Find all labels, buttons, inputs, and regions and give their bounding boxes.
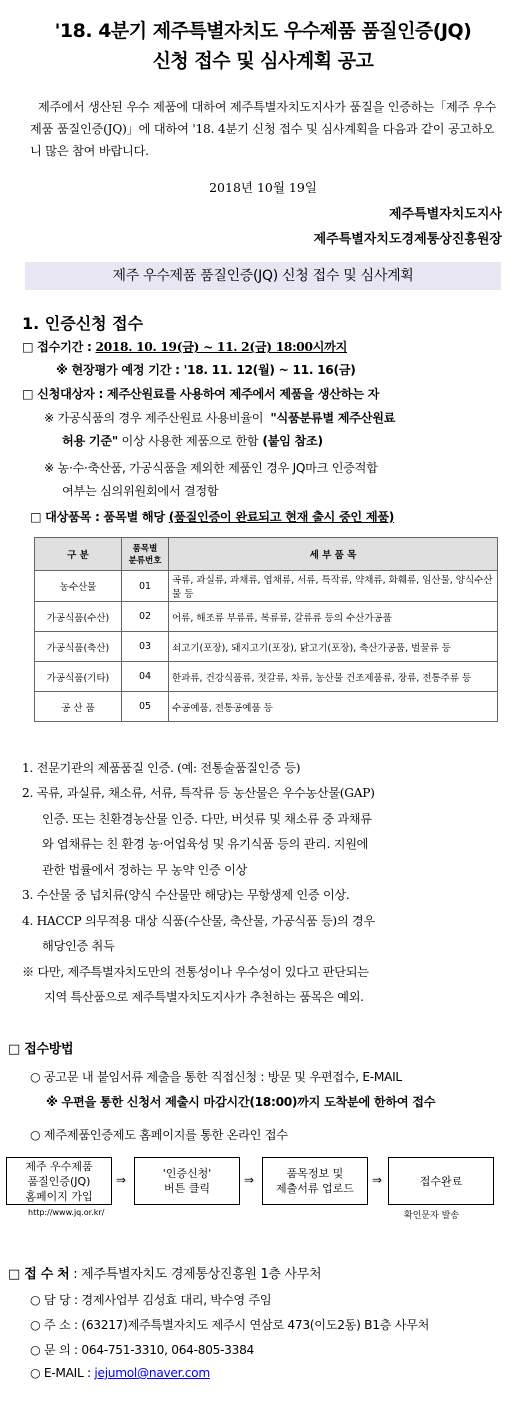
note1-a: ※ 가공식품의 경우 제주산원료 사용비율이 xyxy=(44,411,264,425)
flow-step-upload: 품목정보 및 제출서류 업로드 xyxy=(262,1157,368,1205)
contact-phone: ○ 문 의 : 064-751-3310, 064-805-3384 xyxy=(30,1343,255,1357)
intro-paragraph: 제주에서 생산된 우수 제품에 대하여 제주특별자치도지사가 품질을 인증하는「제주 우수제품 품질인증(JQ)」에 대하여 '18. 4분기 신청 접수 및 심사계획을 다음과 같이 공고하오니 많은 참여 바랍니다. xyxy=(30,100,497,158)
table-cell-category: 가공식품(수산) xyxy=(35,602,122,632)
note-processed-food xyxy=(44,409,395,426)
table-header-detail: 세 부 품 목 xyxy=(169,538,498,571)
flow-arrow-3: ⇒ xyxy=(372,1173,383,1187)
method-direct: ○ 공고문 내 붙임서류 제출을 통한 직접신청 : 방문 및 우편접수, E-MAIL xyxy=(30,1070,402,1084)
list-item-2-line-3: 와 엽채류는 친 환경 농·어업육성 및 유기식품 등의 관리. 지원에 xyxy=(42,837,369,851)
table-cell-detail: 어류, 해조류 부류류, 복류류, 갈류류 등의 수산가공품 xyxy=(169,602,498,632)
list-exception-note-cont: 지역 특산품으로 제주특별자치도지사가 추천하는 품목은 예외. xyxy=(44,990,364,1004)
table-header-row xyxy=(35,538,498,571)
note-other-products: ※ 농·수·축산품, 가공식품을 제외한 제품인 경우 JQ마크 인증적합 xyxy=(44,461,378,475)
list-item-1: 1. 전문기관의 제품품질 인증. (예: 전통술품질인증 등) xyxy=(22,761,301,775)
applicant-target: □ 신청대상자 : 제주산원료를 사용하여 제주에서 제품을 생산하는 자 xyxy=(22,387,380,401)
table-cell-detail: 쇠고기(포장), 돼지고기(포장), 닭고기(포장), 축산가공품, 벌꿀류 등 xyxy=(169,632,498,662)
table-cell-detail: 수공예품, 전통공예품 등 xyxy=(169,692,498,722)
list-exception-note: ※ 다만, 제주특별자치도만의 전통성이나 우수성이 있다고 판단되는 xyxy=(22,965,369,979)
note1-b: "식품분류별 제주산원료 xyxy=(270,411,396,425)
table-row xyxy=(35,662,498,692)
items-label: □ 대상품목 : 품목별 해당 xyxy=(30,510,169,524)
table-cell-detail: 한과류, 건강식품류, 젓갈류, 차류, 농산물 건조제품류, 장류, 전통주류 등 xyxy=(169,662,498,692)
list-item-2-line-2: 인증. 또는 친환경농산물 인증. 다만, 버섯류 및 채소류 중 과채류 xyxy=(42,812,372,826)
period-label: □ 접수기간 : xyxy=(22,340,96,354)
items-value: (품질인증이 완료되고 현재 출시 중인 제품) xyxy=(168,510,395,524)
email-link[interactable]: jejumol@naver.com xyxy=(94,1366,210,1380)
receipt-office-value: : 제주특별자치도 경제통상진흥원 1층 사무처 xyxy=(69,1267,322,1282)
list-item-4-line-2: 해당인증 취득 xyxy=(42,939,115,953)
title-line-1: '18. 4분기 제주특별자치도 우수제품 품질인증(JQ) xyxy=(54,20,472,42)
flow-arrow-1: ⇒ xyxy=(116,1173,127,1187)
table-row xyxy=(35,632,498,662)
issuer-governor: 제주특별자치도지사 xyxy=(388,207,502,222)
method-online: ○ 제주제품인증제도 홈페이지를 통한 온라인 접수 xyxy=(30,1128,288,1142)
table-cell-detail: 곡류, 과실류, 과채류, 엽채류, 서류, 특작류, 약채류, 화훼류, 임산물, 양식수산물 등 xyxy=(169,571,498,602)
table-cell-category: 공 산 품 xyxy=(35,692,122,722)
table-cell-code: 04 xyxy=(122,662,169,692)
section-1-heading: 1. 인증신청 접수 xyxy=(22,314,144,333)
contact-manager: ○ 담 당 : 경제사업부 김성효 대리, 박수영 주임 xyxy=(30,1293,272,1307)
email-label: ○ E-MAIL : xyxy=(30,1366,95,1380)
table-cell-category: 가공식품(기타) xyxy=(35,662,122,692)
table-row xyxy=(35,692,498,722)
list-item-2-line-4: 관한 법률에서 정하는 무 농약 인증 이상 xyxy=(42,863,248,877)
sms-confirmation: 확인문자 발송 xyxy=(404,1211,460,1221)
table-cell-code: 05 xyxy=(122,692,169,722)
note-other-products-cont: 여부는 심의위원회에서 결정함 xyxy=(62,484,219,498)
flow-step-register: 제주 우수제품 품질인증(JQ) 홈페이지 가입 xyxy=(6,1157,112,1205)
flow-arrow-2: ⇒ xyxy=(244,1173,255,1187)
issuer-agency: 제주특별자치도경제통상진흥원장 xyxy=(313,232,502,247)
list-item-2: 2. 곡류, 과실류, 채소류, 서류, 특작류 등 농산물은 우수농산물(GAP) xyxy=(22,786,375,800)
table-cell-code: 03 xyxy=(122,632,169,662)
application-period xyxy=(22,338,347,355)
jq-url[interactable]: http://www.jq.or.kr/ xyxy=(28,1208,105,1217)
table-header-category: 구 분 xyxy=(35,538,122,571)
note1-d: 이상 사용한 제품으로 한함 xyxy=(117,434,259,448)
table-row xyxy=(35,602,498,632)
receipt-office-label: □ 접 수 처 xyxy=(8,1267,70,1282)
table-cell-category: 농수산물 xyxy=(35,571,122,602)
table-cell-category: 가공식품(축산) xyxy=(35,632,122,662)
announcement-date: 2018년 10월 19일 xyxy=(209,180,317,195)
method-mail-note: ※ 우편을 통한 신청서 제출시 마감시간(18:00)까지 도착분에 한하여 접수 xyxy=(46,1095,436,1109)
list-item-3: 3. 수산물 중 넙치류(양식 수산물만 해당)는 무항생제 인증 이상. xyxy=(22,888,350,902)
table-cell-code: 02 xyxy=(122,602,169,632)
list-item-4: 4. HACCP 의무적용 대상 식품(수산물, 축산물, 가공식품 등)의 경우 xyxy=(22,914,375,928)
flow-step-complete: 접수완료 xyxy=(388,1157,494,1205)
section-banner: 제주 우수제품 품질인증(JQ) 신청 접수 및 심사계획 xyxy=(25,262,501,290)
table-cell-code: 01 xyxy=(122,571,169,602)
note1-e: (붙임 참조) xyxy=(258,434,323,448)
flow-step-apply-button: '인증신청' 버튼 클릭 xyxy=(134,1157,240,1205)
field-evaluation-period: ※ 현장평가 예정 기간 : '18. 11. 12(월) ~ 11. 16(금) xyxy=(56,363,356,377)
table-row xyxy=(35,571,498,602)
contact-address: ○ 주 소 : (63217)제주특별자치도 제주시 연삼로 473(이도2동) B1층 사무처 xyxy=(30,1318,430,1332)
method-heading: □ 접수방법 xyxy=(8,1042,74,1057)
target-items xyxy=(30,508,394,525)
items-table xyxy=(34,537,498,722)
period-value: 2018. 10. 19(금) ~ 11. 2(금) 18:00시까지 xyxy=(95,340,348,354)
receipt-office xyxy=(8,1263,321,1282)
note1-c: 허용 기준" xyxy=(62,434,118,448)
table-header-code: 품목별 분류번호 xyxy=(122,538,169,571)
contact-email xyxy=(30,1366,210,1380)
note-processed-food-cont xyxy=(62,432,323,449)
title-line-2: 신청 접수 및 심사계획 공고 xyxy=(152,50,374,72)
